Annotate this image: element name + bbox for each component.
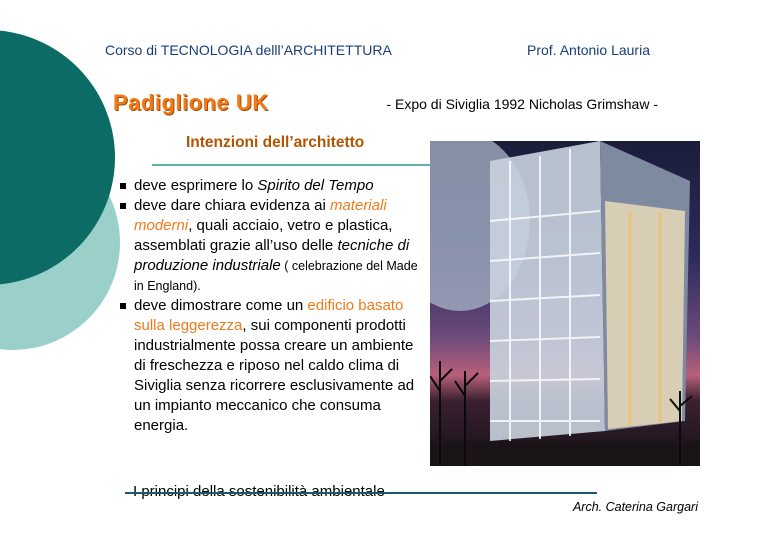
course-title: Corso di TECNOLOGIA delll’ARCHITETTURA	[105, 42, 392, 58]
bullet-text: deve dare chiara evidenza ai	[134, 197, 330, 214]
slide-title: Padiglione UK	[113, 90, 269, 115]
expo-caption: - Expo di Siviglia 1992 Nicholas Grimshaw -	[386, 96, 658, 112]
bullet-emphasis: Spirito del Tempo	[257, 177, 374, 194]
bullet-text: , sui componenti prodotti industrialmente possa creare un ambiente di freschezza e riposo nel caldo clima di Siviglia senza ricorrere esclusivamente ad un impianto meccanico che consuma energia.	[134, 317, 415, 434]
bullet-item	[118, 176, 418, 196]
bullet-text: deve esprimere lo	[134, 177, 258, 194]
bottom-divider	[125, 492, 597, 494]
bullet-emphasis: tecniche di produzione industriale	[134, 237, 410, 274]
bullet-note: ( celebrazione del Made in England).	[134, 259, 418, 293]
bullet-list	[118, 176, 418, 436]
bullet-item	[118, 296, 418, 436]
pavilion-illustration	[430, 141, 700, 466]
bullet-highlight: edificio basato sulla leggerezza	[134, 297, 404, 334]
author-credit: Arch. Caterina Gargari	[572, 500, 698, 514]
bullet-highlight: materiali moderni	[134, 197, 387, 234]
pavilion-photo	[430, 141, 700, 466]
section-subtitle: Intenzioni dell’architetto	[186, 134, 365, 151]
bullet-text: deve dimostrare come un	[134, 297, 308, 314]
professor-name: Prof. Antonio Lauria	[527, 42, 650, 58]
bullet-item	[118, 196, 418, 296]
bullet-text: , quali acciaio, vetro e plastica, assemblati grazie all’uso delle	[134, 217, 393, 254]
top-divider	[152, 164, 430, 166]
